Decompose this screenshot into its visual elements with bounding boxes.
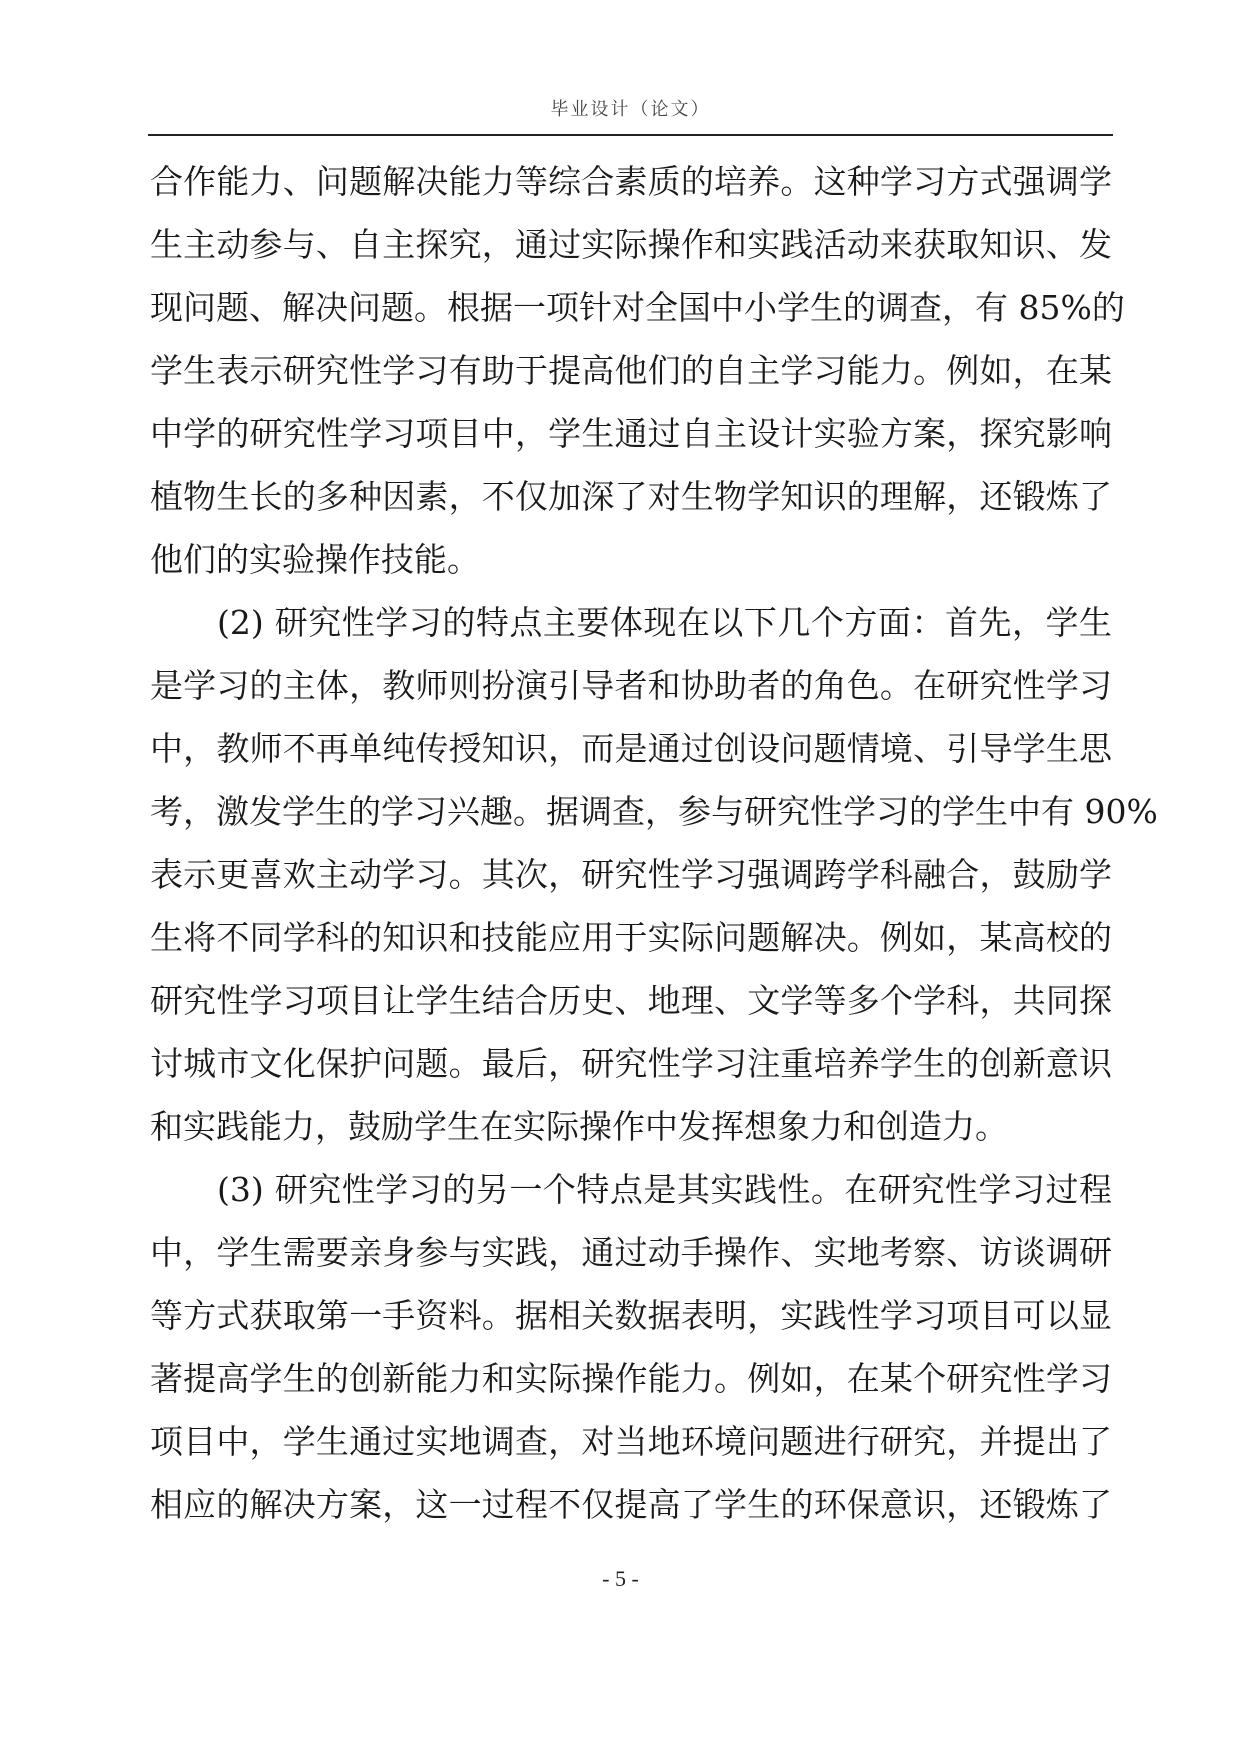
text-line: 项目中，学生通过实地调查，对当地环境问题进行研究，并提出了 [150,1422,1112,1461]
text-line: 讨城市文化保护问题。最后，研究性学习注重培养学生的创新意识 [150,1044,1112,1083]
text-line: 著提高学生的创新能力和实际操作能力。例如，在某个研究性学习 [150,1359,1112,1398]
text-line: 中，学生需要亲身参与实践，通过动手操作、实地考察、访谈调研 [150,1233,1112,1272]
text-line: 考，激发学生的学习兴趣。据调查，参与研究性学习的学生中有 90% [150,792,1158,831]
text-line: 表示更喜欢主动学习。其次，研究性学习强调跨学科融合，鼓励学 [150,855,1112,894]
text-line: 中，教师不再单纯传授知识，而是通过创设问题情境、引导学生思 [150,729,1112,768]
text-line: (2) 研究性学习的特点主要体现在以下几个方面：首先，学生 [150,603,1112,642]
body-text [150,150,1158,1536]
text-line: 等方式获取第一手资料。据相关数据表明，实践性学习项目可以显 [150,1296,1112,1335]
text-line: 植物生长的多种因素，不仅加深了对生物学知识的理解，还锻炼了 [150,477,1112,516]
text-line: 相应的解决方案，这一过程不仅提高了学生的环保意识，还锻炼了 [150,1485,1112,1524]
text-line: 和实践能力，鼓励学生在实际操作中发挥想象力和创造力。 [150,1107,1008,1146]
text-line: 中学的研究性学习项目中，学生通过自主设计实验方案，探究影响 [150,414,1112,453]
header-title: 毕业设计（论文） [550,99,711,120]
text-line: 他们的实验操作技能。 [150,540,480,579]
text-line: 生主动参与、自主探究，通过实际操作和实践活动来获取知识、发 [150,225,1112,264]
text-line: 是学习的主体，教师则扮演引导者和协助者的角色。在研究性学习 [150,666,1112,705]
text-line: 生将不同学科的知识和技能应用于实际问题解决。例如，某高校的 [150,918,1112,957]
text-line: 现问题、解决问题。根据一项针对全国中小学生的调查，有 85%的 [150,288,1125,327]
page-number: - 5 - [602,1566,639,1591]
page-header [148,96,1113,136]
text-line: 合作能力、问题解决能力等综合素质的培养。这种学习方式强调学 [150,162,1112,201]
text-line: (3) 研究性学习的另一个特点是其实践性。在研究性学习过程 [150,1170,1112,1209]
text-line: 研究性学习项目让学生结合历史、地理、文学等多个学科，共同探 [150,981,1112,1020]
text-line: 学生表示研究性学习有助于提高他们的自主学习能力。例如，在某 [150,351,1112,390]
